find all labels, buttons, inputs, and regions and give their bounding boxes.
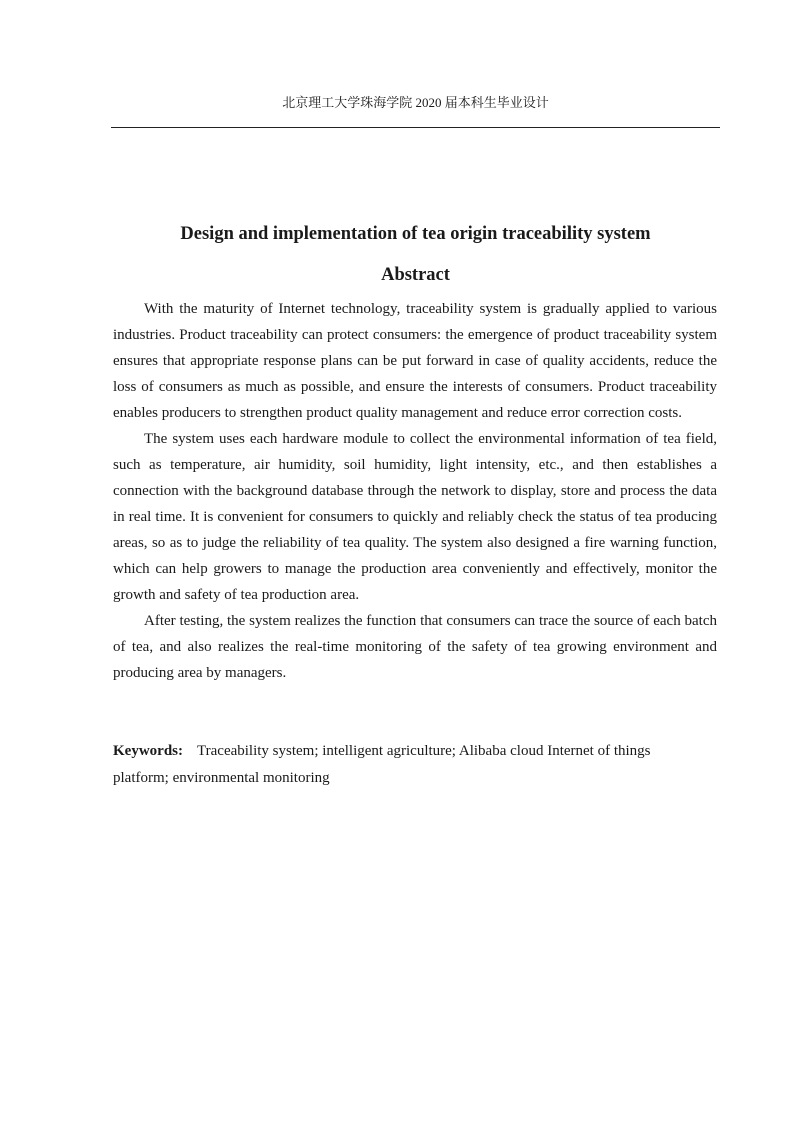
abstract-paragraph-3: After testing, the system realizes the function that consumers can trace the source of each batch of tea, and also realizes the real-time monitoring of the safety of tea growing environment and producing area by managers. xyxy=(113,613,717,681)
abstract-heading: Abstract xyxy=(381,265,450,285)
abstract-paragraph-2: The system uses each hardware module to collect the environmental information of tea field, such as temperature, air humidity, soil humidity, light intensity, etc., and then establishes a connection with the background database through the network to display, store and process the data in real time. It is convenient for consumers to quickly and reliably check the status of tea producing areas, so as to judge the reliability of tea quality. The system also designed a fire warning function, which can help growers to manage the production area conveniently and effectively, monitor the growth and safety of tea production area. xyxy=(113,431,717,603)
paper-title: Design and implementation of tea origin traceability system xyxy=(180,224,651,244)
header-rule xyxy=(111,127,720,128)
keywords xyxy=(113,738,703,792)
abstract-body xyxy=(113,296,717,686)
keywords-text: Traceability system; intelligent agriculture; Alibaba cloud Internet of things platform; environmental monitoring xyxy=(113,743,651,786)
running-header: 北京理工大学珠海学院 2020 届本科生毕业设计 xyxy=(282,95,549,110)
keywords-label: Keywords: xyxy=(113,743,183,759)
abstract-paragraph-1: With the maturity of Internet technology, traceability system is gradually applied to various industries. Product traceability can protect consumers: the emergence of product traceability system ensures that appropriate response plans can be put forward in case of quality accidents, reduce the loss of consumers as much as possible, and ensure the interests of consumers. Product traceability enables producers to strengthen product quality management and reduce error correction costs. xyxy=(113,301,717,421)
